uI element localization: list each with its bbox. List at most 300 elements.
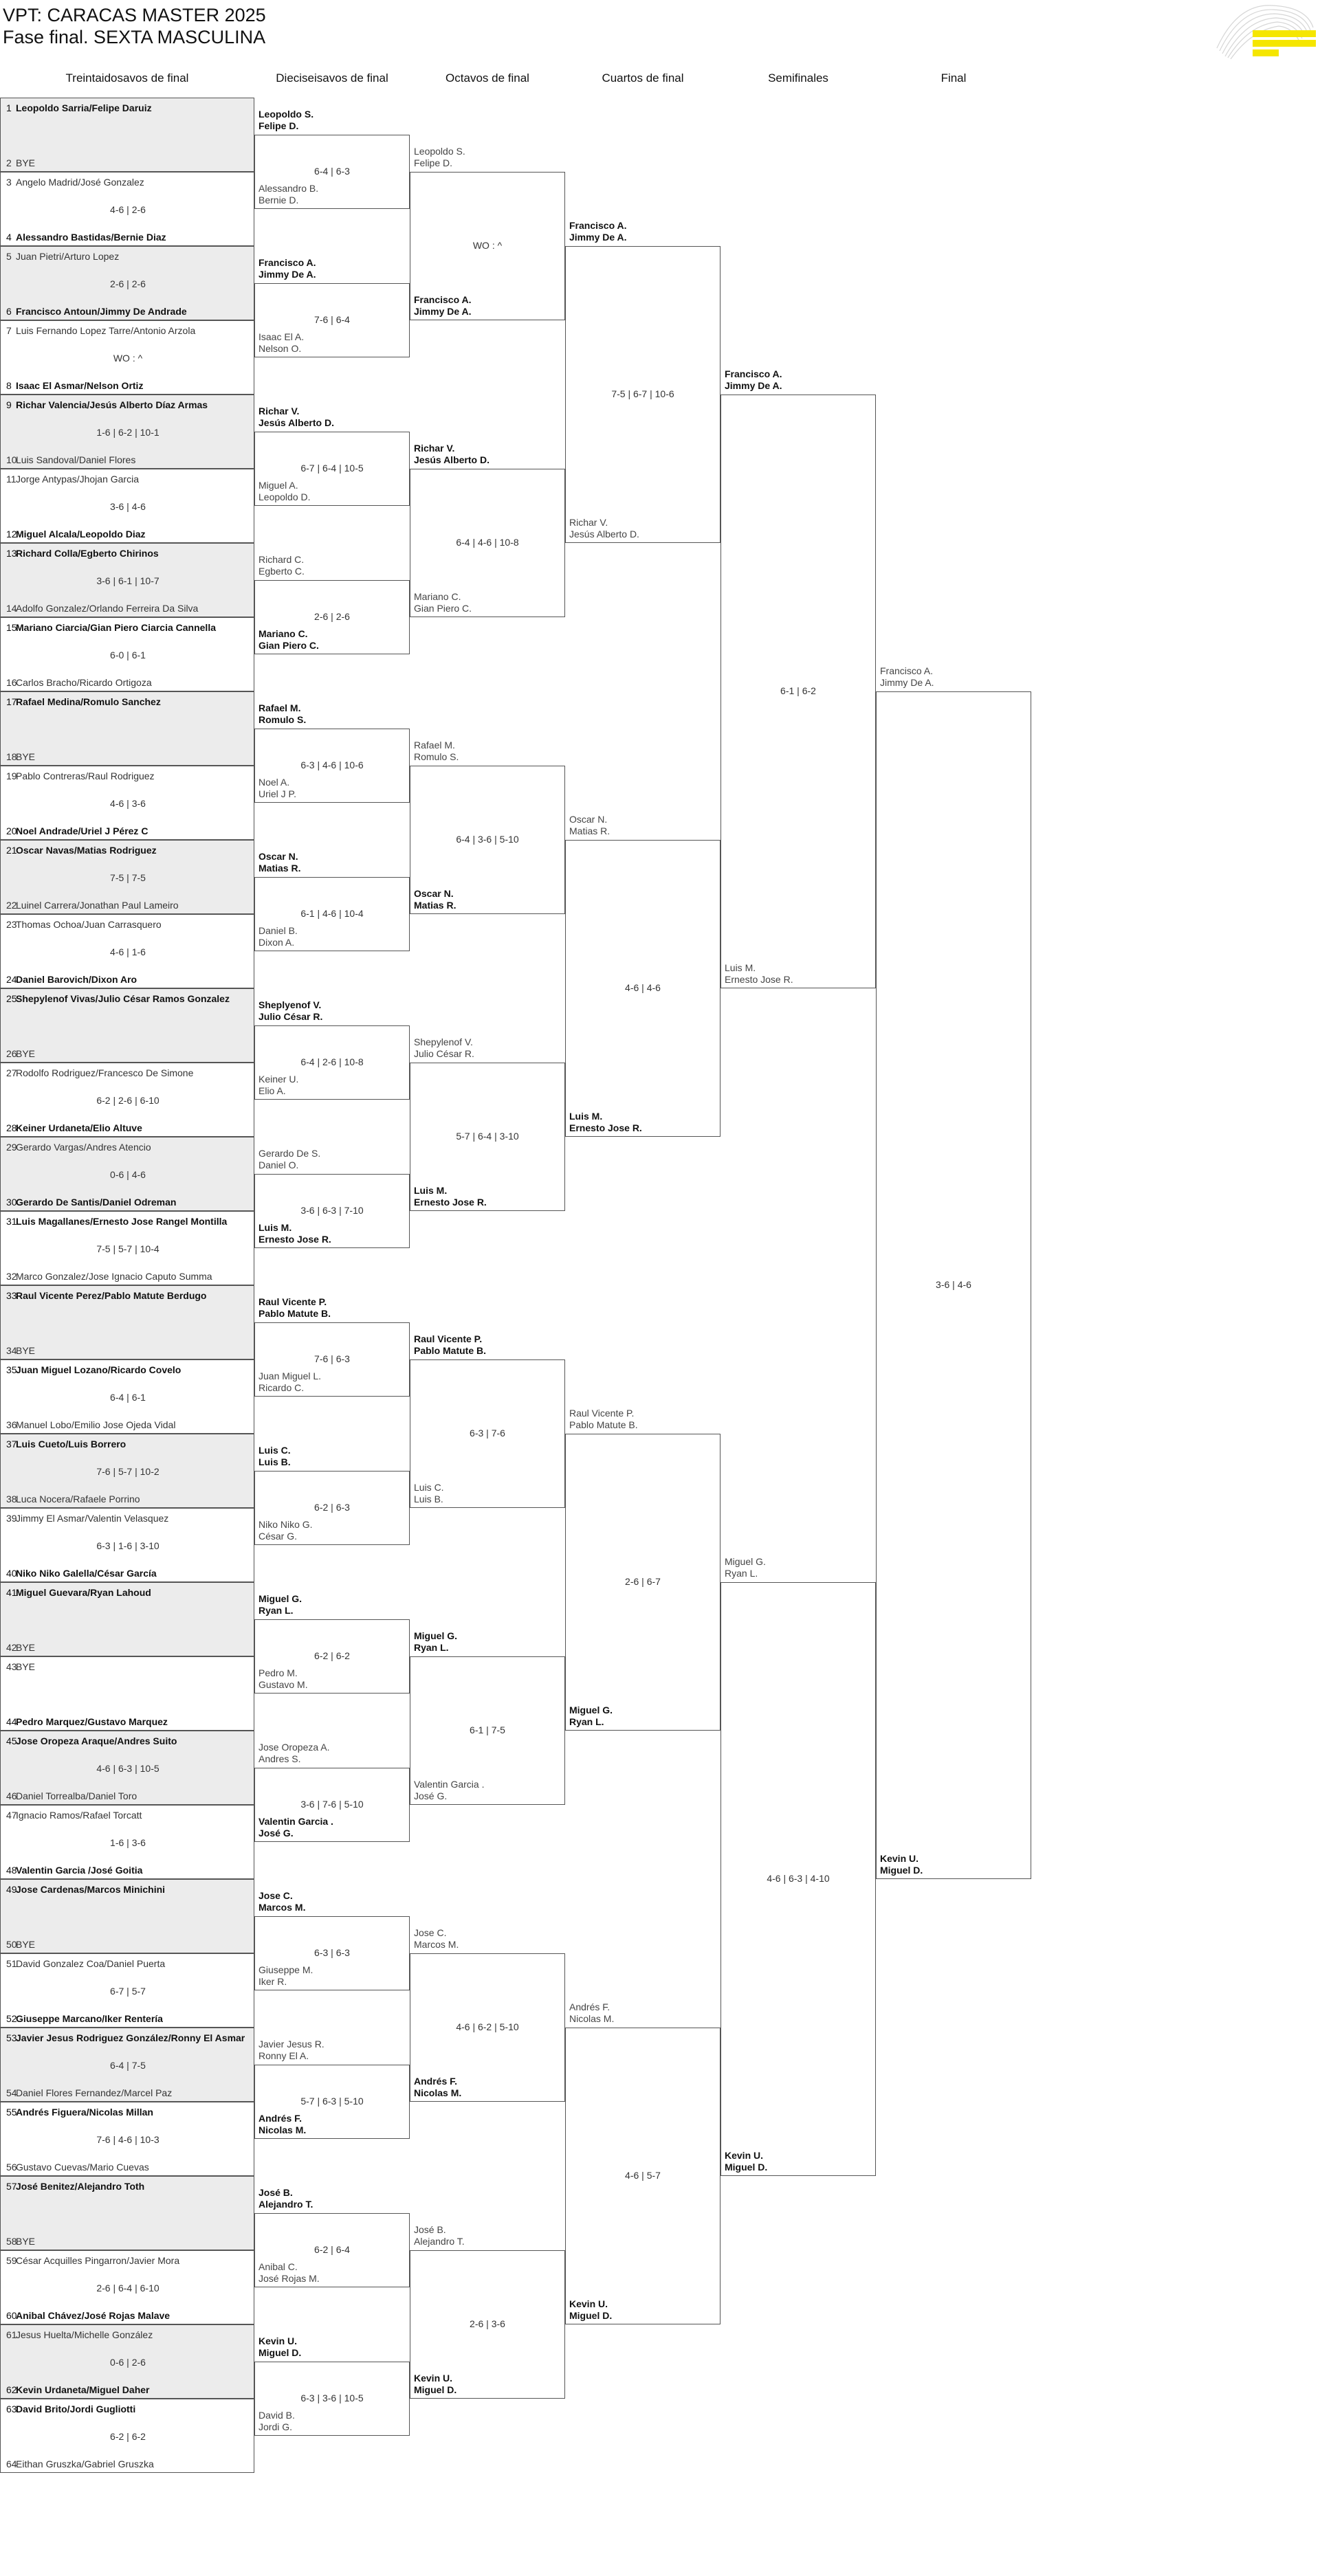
team-name: Leopoldo S. Felipe D. — [414, 146, 465, 168]
match-r32 — [0, 1137, 254, 1211]
team-entry — [6, 2013, 163, 2024]
team-name: José B. Alejandro T. — [258, 2187, 314, 2210]
team-entry — [6, 1958, 165, 1969]
match-r32 — [0, 1508, 254, 1582]
round-header-final: Final — [940, 71, 967, 85]
match-score: 4-6 | 2-6 — [110, 204, 146, 215]
seed-number: 48 — [6, 1865, 17, 1876]
team-entry — [6, 2087, 172, 2098]
team-name: Raul Vicente Perez/Pablo Matute Berdugo — [16, 1290, 207, 1301]
match-score: 3-6 | 4-6 — [110, 501, 146, 512]
match-score: 6-2 | 2-6 | 6-10 — [96, 1095, 160, 1106]
seed-number: 40 — [6, 1568, 17, 1579]
match-r32 — [0, 1285, 254, 1359]
match-score: 2-6 | 6-4 | 6-10 — [96, 2283, 160, 2294]
team-name: Noel A. Uriel J P. — [258, 777, 296, 799]
team-name: Francisco A. Jimmy De A. — [725, 368, 782, 391]
team-name: Luis Cueto/Luis Borrero — [16, 1439, 126, 1450]
team-entry — [6, 845, 157, 856]
match-r32 — [0, 1879, 254, 1953]
team-name: Ignacio Ramos/Rafael Torcatt — [16, 1810, 142, 1821]
team-entry — [6, 1735, 177, 1746]
team-name: Francisco Antoun/Jimmy De Andrade — [16, 306, 187, 317]
team-name: Gerardo De S. Daniel O. — [258, 1148, 321, 1170]
match-score: 5-7 | 6-3 | 5-10 — [300, 2096, 364, 2107]
seed-number: 12 — [6, 529, 17, 540]
team-name: Thomas Ochoa/Juan Carrasquero — [16, 919, 162, 930]
seed-number: 58 — [6, 2236, 17, 2247]
team-name: Andrés F. Nicolas M. — [414, 2076, 462, 2098]
team-entry — [6, 177, 144, 188]
team-entry — [6, 1290, 206, 1301]
team-entry — [6, 2236, 35, 2247]
team-entry — [6, 1642, 35, 1653]
match-score: 4-6 | 6-3 | 10-5 — [96, 1763, 160, 1774]
seed-number: 28 — [6, 1122, 17, 1133]
page-title: VPT: CARACAS MASTER 2025 — [3, 5, 266, 25]
seed-number: 29 — [6, 1142, 17, 1153]
team-entry — [6, 306, 187, 317]
team-name: Miguel Guevara/Ryan Lahoud — [16, 1587, 151, 1598]
team-name: BYE — [16, 1345, 36, 1356]
team-name: David Gonzalez Coa/Daniel Puerta — [16, 1958, 166, 1969]
match-score: 4-6 | 6-2 | 5-10 — [456, 2021, 519, 2032]
team-name: Daniel Flores Fernandez/Marcel Paz — [16, 2087, 173, 2098]
team-name: Jose C. Marcos M. — [414, 1927, 459, 1950]
team-entry — [6, 622, 216, 633]
match-score: 7-6 | 5-7 | 10-2 — [96, 1466, 160, 1477]
team-entry — [6, 2107, 153, 2118]
seed-number: 44 — [6, 1716, 17, 1727]
match-score: 7-6 | 6-3 — [314, 1353, 350, 1364]
match-score: 4-6 | 1-6 — [110, 946, 146, 957]
seed-number: 26 — [6, 1048, 17, 1059]
team-entry — [6, 1865, 142, 1876]
team-name: Kevin U. Miguel D. — [569, 2298, 613, 2321]
seed-number: 49 — [6, 1884, 17, 1895]
team-name: Angelo Madrid/José Gonzalez — [16, 177, 144, 188]
seed-number: 9 — [6, 399, 12, 410]
team-name: Francisco A. Jimmy De A. — [569, 220, 627, 243]
seed-number: 3 — [6, 177, 12, 188]
team-name: Rafael Medina/Romulo Sanchez — [16, 696, 161, 707]
team-name: Alessandro B. Bernie D. — [258, 183, 319, 206]
match-r32 — [0, 543, 254, 617]
team-name: BYE — [16, 1661, 36, 1672]
match-r32 — [0, 2102, 254, 2176]
team-name: Luis Magallanes/Ernesto Jose Rangel Montilla — [16, 1216, 228, 1227]
team-entry — [6, 900, 179, 911]
team-name: Noel Andrade/Uriel J Pérez C — [16, 825, 148, 836]
seed-number: 61 — [6, 2329, 17, 2340]
team-name: Keiner U. Elio A. — [258, 1074, 299, 1096]
match-score: WO : ^ — [113, 353, 143, 364]
match-score: WO : ^ — [472, 240, 503, 251]
team-name: Luis C. Luis B. — [414, 1482, 444, 1504]
seed-number: 5 — [6, 251, 12, 262]
seed-number: 20 — [6, 825, 17, 836]
seed-number: 52 — [6, 2013, 17, 2024]
round-header-quarterfinal: Cuartos de final — [602, 71, 684, 85]
match-r32 — [0, 988, 254, 1063]
team-name: Isaac El Asmar/Nelson Ortiz — [16, 380, 144, 391]
match-score: 4-6 | 4-6 — [625, 982, 661, 993]
team-name: Juan Miguel L. Ricardo C. — [258, 1370, 322, 1393]
match-score: 4-6 | 6-3 | 4-10 — [767, 1873, 830, 1884]
team-entry — [6, 919, 162, 930]
team-name: Giuseppe M. Iker R. — [258, 1964, 314, 1987]
team-name: Richar Valencia/Jesús Alberto Díaz Armas — [16, 399, 208, 410]
match-r32 — [0, 469, 254, 543]
seed-number: 63 — [6, 2403, 17, 2414]
team-name: Jesus Huelta/Michelle González — [16, 2329, 153, 2340]
match-r32 — [0, 2176, 254, 2250]
seed-number: 46 — [6, 1790, 17, 1801]
seed-number: 62 — [6, 2384, 17, 2395]
team-name: Richar V. Jesús Alberto D. — [414, 443, 490, 465]
team-entry — [6, 325, 195, 336]
team-name: Raul Vicente P. Pablo Matute B. — [414, 1333, 487, 1356]
match-score: 6-4 | 6-3 — [314, 166, 350, 177]
match-r32 — [0, 617, 254, 691]
match-score: 6-3 | 1-6 | 3-10 — [96, 1540, 160, 1551]
seed-number: 60 — [6, 2310, 17, 2321]
team-entry — [6, 529, 146, 540]
team-name: Valentin Garcia . José G. — [258, 1816, 333, 1839]
team-entry — [6, 825, 148, 836]
seed-number: 33 — [6, 1290, 17, 1301]
team-entry — [6, 1122, 142, 1133]
match-score: 6-4 | 6-1 — [110, 1392, 146, 1403]
team-name: Luis Sandoval/Daniel Flores — [16, 454, 136, 465]
team-name: Giuseppe Marcano/Iker Rentería — [16, 2013, 163, 2024]
team-name: Gerardo Vargas/Andres Atencio — [16, 1142, 151, 1153]
match-score: 6-4 | 7-5 — [110, 2060, 146, 2071]
team-name: César Acquilles Pingarron/Javier Mora — [16, 2255, 180, 2266]
seed-number: 50 — [6, 1939, 17, 1950]
match-score: 6-2 | 6-2 — [314, 1650, 350, 1661]
match-score: 6-3 | 6-3 — [314, 1947, 350, 1958]
team-name: Oscar N. Matias R. — [258, 851, 301, 874]
seed-number: 30 — [6, 1197, 17, 1208]
seed-number: 14 — [6, 603, 17, 614]
team-entry — [6, 380, 143, 391]
team-name: Luis C. Luis B. — [258, 1445, 291, 1467]
team-name: Oscar N. Matias R. — [414, 888, 456, 911]
seed-number: 53 — [6, 2032, 17, 2043]
team-name: Shepylenof V. Julio César R. — [414, 1036, 474, 1059]
seed-number: 15 — [6, 622, 17, 633]
team-name: Daniel Torrealba/Daniel Toro — [16, 1790, 138, 1801]
team-name: Leopoldo S. Felipe D. — [258, 109, 314, 131]
match-score: 6-4 | 2-6 | 10-8 — [300, 1056, 364, 1067]
team-name: Pedro M. Gustavo M. — [258, 1667, 308, 1690]
team-name: BYE — [16, 2236, 36, 2247]
match-score: 6-1 | 4-6 | 10-4 — [300, 908, 364, 919]
team-name: Miguel G. Ryan L. — [725, 1556, 766, 1579]
team-name: Kevin U. Miguel D. — [258, 2335, 302, 2358]
team-name: Javier Jesus R. Ronny El A. — [258, 2039, 324, 2061]
match-r32 — [0, 2250, 254, 2324]
team-name: Pablo Contreras/Raul Rodriguez — [16, 770, 155, 781]
match-r32 — [0, 1731, 254, 1805]
team-name: Sheplyenof V. Julio César R. — [258, 999, 323, 1022]
match-score: 1-6 | 3-6 — [110, 1837, 146, 1848]
team-name: Marco Gonzalez/Jose Ignacio Caputo Summa — [16, 1271, 212, 1282]
team-entry — [6, 1810, 142, 1821]
match-r32 — [0, 1805, 254, 1879]
team-name: David B. Jordi G. — [258, 2410, 295, 2432]
seed-number: 19 — [6, 770, 17, 781]
team-name: Niko Niko G. César G. — [258, 1519, 313, 1542]
team-entry — [6, 1345, 35, 1356]
team-name: Pedro Marquez/Gustavo Marquez — [16, 1716, 168, 1727]
match-score: 6-1 | 6-2 — [780, 685, 816, 696]
seed-number: 32 — [6, 1271, 17, 1282]
team-name: Jose Oropeza Araque/Andres Suito — [16, 1735, 177, 1746]
team-name: Adolfo Gonzalez/Orlando Ferreira Da Silva — [16, 603, 199, 614]
team-name: Richar V. Jesús Alberto D. — [569, 517, 639, 540]
match-score: 6-7 | 6-4 | 10-5 — [300, 463, 364, 474]
team-name: Mariano C. Gian Piero C. — [258, 628, 319, 651]
match-score: 2-6 | 2-6 — [314, 611, 350, 622]
team-entry — [6, 474, 139, 485]
team-entry — [6, 751, 35, 762]
team-entry — [6, 1439, 126, 1450]
team-name: Rafael M. Romulo S. — [258, 702, 307, 725]
team-name: Luis M. Ernesto Jose R. — [725, 962, 793, 985]
team-name: Luis M. Ernesto Jose R. — [569, 1111, 642, 1133]
team-name: Miguel Alcala/Leopoldo Diaz — [16, 529, 146, 540]
team-entry — [6, 1142, 151, 1153]
team-name: Juan Pietri/Arturo Lopez — [16, 251, 120, 262]
match-score: 6-4 | 4-6 | 10-8 — [456, 537, 519, 548]
team-name: Anibal Chávez/José Rojas Malave — [16, 2310, 170, 2321]
team-entry — [6, 102, 152, 113]
seed-number: 34 — [6, 1345, 17, 1356]
team-name: Francisco A. Jimmy De A. — [414, 294, 472, 317]
match-score: 3-6 | 6-3 | 7-10 — [300, 1205, 364, 1216]
team-name: Luca Nocera/Rafaele Porrino — [16, 1494, 140, 1504]
team-name: Miguel G. Ryan L. — [258, 1593, 302, 1616]
match-score: 6-2 | 6-4 — [314, 2244, 350, 2255]
team-entry — [6, 399, 208, 410]
match-r32 — [0, 914, 254, 988]
seed-number: 16 — [6, 677, 17, 688]
match-score: 6-1 | 7-5 — [470, 1724, 505, 1735]
match-r32 — [0, 691, 254, 766]
match-r32 — [0, 766, 254, 840]
round-header-quarterfinal-8: Octavos de final — [446, 71, 529, 85]
team-entry — [6, 1494, 140, 1504]
match-score: 0-6 | 4-6 — [110, 1169, 146, 1180]
match-r32 — [0, 98, 254, 172]
match-r32 — [0, 1582, 254, 1656]
seed-number: 37 — [6, 1439, 17, 1450]
team-name: Andrés Figuera/Nicolas Millan — [16, 2107, 153, 2118]
team-name: Alessandro Bastidas/Bernie Diaz — [16, 232, 166, 243]
match-r32 — [0, 2399, 254, 2473]
team-entry — [6, 1587, 151, 1598]
team-entry — [6, 696, 161, 707]
team-name: Francisco A. Jimmy De A. — [880, 665, 934, 688]
round-header-semifinal: Semifinales — [768, 71, 828, 85]
team-entry — [6, 2310, 170, 2321]
team-entry — [6, 2403, 135, 2414]
team-name: Jose Oropeza A. Andres S. — [258, 1742, 330, 1764]
seed-number: 27 — [6, 1067, 17, 1078]
team-entry — [6, 1197, 176, 1208]
round-header-r16: Dieciseisavos de final — [276, 71, 388, 85]
team-entry — [6, 1513, 168, 1524]
seed-number: 13 — [6, 548, 17, 559]
team-name: Daniel B. Dixon A. — [258, 925, 298, 948]
team-entry — [6, 603, 198, 614]
team-entry — [6, 1067, 193, 1078]
match-score: 2-6 | 6-7 — [625, 1576, 661, 1587]
team-name: Richard C. Egberto C. — [258, 554, 305, 577]
match-r32 — [0, 1953, 254, 2028]
team-name: BYE — [16, 1048, 36, 1059]
team-entry — [6, 993, 230, 1004]
team-entry — [6, 2458, 154, 2469]
seed-number: 64 — [6, 2458, 17, 2469]
match-r32 — [0, 1434, 254, 1508]
team-entry — [6, 1568, 157, 1579]
team-entry — [6, 1939, 35, 1950]
seed-number: 25 — [6, 993, 17, 1004]
team-entry — [6, 677, 152, 688]
team-entry — [6, 1271, 212, 1282]
team-name: Jorge Antypas/Jhojan Garcia — [16, 474, 139, 485]
team-entry — [6, 2032, 245, 2043]
match-score: 3-6 | 6-1 | 10-7 — [96, 575, 160, 586]
seed-number: 22 — [6, 900, 17, 911]
seed-number: 59 — [6, 2255, 17, 2266]
team-name: Francisco A. Jimmy De A. — [258, 257, 316, 280]
team-entry — [6, 1884, 165, 1895]
team-name: Valentin Garcia /José Goitia — [16, 1865, 143, 1876]
seed-number: 7 — [6, 325, 12, 336]
match-score: 7-5 | 6-7 | 10-6 — [611, 388, 674, 399]
seed-number: 42 — [6, 1642, 17, 1653]
team-name: Miguel G. Ryan L. — [569, 1705, 613, 1727]
match-score: 6-3 | 7-6 — [470, 1428, 505, 1439]
match-score: 6-2 | 6-2 — [110, 2431, 146, 2442]
seed-number: 2 — [6, 157, 12, 168]
seed-number: 11 — [6, 474, 16, 485]
seed-number: 51 — [6, 1958, 17, 1969]
match-score: 6-3 | 4-6 | 10-6 — [300, 759, 364, 770]
team-name: Mariano C. Gian Piero C. — [414, 591, 472, 614]
match-r32 — [0, 840, 254, 914]
team-name: Rafael M. Romulo S. — [414, 740, 459, 762]
team-name: BYE — [16, 1939, 36, 1950]
team-name: Andrés F. Nicolas M. — [569, 2001, 615, 2024]
team-entry — [6, 1216, 227, 1227]
team-name: Jose C. Marcos M. — [258, 1890, 306, 1913]
team-name: Daniel Barovich/Dixon Aro — [16, 974, 138, 985]
match-score: 3-6 | 7-6 | 5-10 — [300, 1799, 364, 1810]
seed-number: 8 — [6, 380, 12, 391]
seed-number: 18 — [6, 751, 17, 762]
team-name: Javier Jesus Rodriguez González/Ronny El Asmar — [16, 2032, 245, 2043]
team-name: Kevin U. Miguel D. — [414, 2373, 457, 2395]
match-score: 1-6 | 6-2 | 10-1 — [96, 427, 160, 438]
team-entry — [6, 1716, 168, 1727]
match-r32 — [0, 2028, 254, 2102]
team-name: Niko Niko Galella/César García — [16, 1568, 157, 1579]
seed-number: 43 — [6, 1661, 17, 1672]
seed-number: 38 — [6, 1494, 17, 1504]
team-entry — [6, 974, 137, 985]
team-name: Mariano Ciarcia/Gian Piero Ciarcia Cannella — [16, 622, 216, 633]
team-entry — [6, 251, 119, 262]
team-name: Carlos Bracho/Ricardo Ortigoza — [16, 677, 152, 688]
team-entry — [6, 548, 159, 559]
seed-number: 39 — [6, 1513, 17, 1524]
match-r32 — [0, 1656, 254, 1731]
team-entry — [6, 2255, 179, 2266]
seed-number: 45 — [6, 1735, 17, 1746]
seed-number: 10 — [6, 454, 17, 465]
match-score: 3-6 | 4-6 — [936, 1279, 971, 1290]
team-name: Miguel A. Leopoldo D. — [258, 480, 311, 502]
team-name: Juan Miguel Lozano/Ricardo Covelo — [16, 1364, 182, 1375]
seed-number: 35 — [6, 1364, 17, 1375]
team-name: BYE — [16, 751, 36, 762]
team-name: Luis M. Ernesto Jose R. — [258, 1222, 331, 1245]
team-name: Keiner Urdaneta/Elio Altuve — [16, 1122, 142, 1133]
seed-number: 56 — [6, 2162, 17, 2173]
match-score: 0-6 | 2-6 — [110, 2357, 146, 2368]
seed-number: 17 — [6, 696, 17, 707]
match-r32 — [0, 1063, 254, 1137]
team-name: Andrés F. Nicolas M. — [258, 2113, 307, 2135]
match-score: 7-5 | 5-7 | 10-4 — [96, 1243, 160, 1254]
team-name: BYE — [16, 1642, 36, 1653]
team-entry — [6, 157, 35, 168]
team-name: Raul Vicente P. Pablo Matute B. — [569, 1408, 638, 1430]
team-name: BYE — [16, 157, 36, 168]
match-score: 7-5 | 7-5 — [110, 872, 146, 883]
match-score: 4-6 | 5-7 — [625, 2170, 661, 2181]
team-entry — [6, 2162, 149, 2173]
team-name: Jimmy El Asmar/Valentin Velasquez — [16, 1513, 169, 1524]
team-name: Kevin U. Miguel D. — [725, 2150, 768, 2173]
match-score: 6-2 | 6-3 — [314, 1502, 350, 1513]
team-name: Oscar N. Matias R. — [569, 814, 610, 836]
team-name: Anibal C. José Rojas M. — [258, 2261, 320, 2284]
team-entry — [6, 770, 155, 781]
match-r32 — [0, 2324, 254, 2399]
team-name: Isaac El A. Nelson O. — [258, 331, 305, 354]
match-score: 6-7 | 5-7 — [110, 1986, 146, 1997]
round-header-r32: Treintaidosavos de final — [65, 71, 189, 85]
seed-number: 57 — [6, 2181, 17, 2192]
match-score: 4-6 | 3-6 — [110, 798, 146, 809]
team-name: Manuel Lobo/Emilio Jose Ojeda Vidal — [16, 1419, 176, 1430]
match-r32 — [0, 395, 254, 469]
team-name: Leopoldo Sarria/Felipe Daruiz — [16, 102, 152, 113]
page-subtitle: Fase final. SEXTA MASCULINA — [3, 27, 266, 47]
match-r32 — [0, 320, 254, 395]
team-entry — [6, 1364, 181, 1375]
seed-number: 1 — [6, 102, 12, 113]
team-name: José B. Alejandro T. — [414, 2224, 465, 2247]
team-name: Shepylenof Vivas/Julio César Ramos Gonzalez — [16, 993, 230, 1004]
team-name: Miguel G. Ryan L. — [414, 1630, 457, 1653]
